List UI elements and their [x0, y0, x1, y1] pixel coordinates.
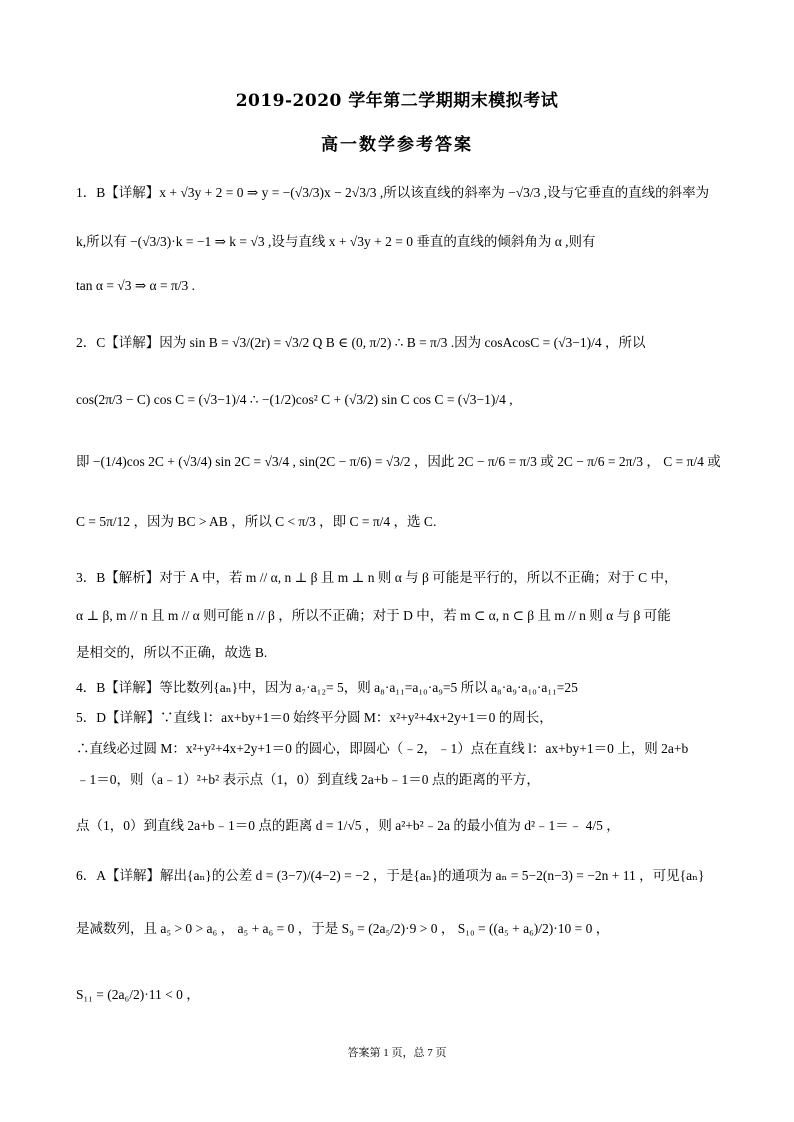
answer-line: tan α = √3 ⇒ α = π/3 .	[76, 278, 196, 293]
answer-line: ﹣1＝0，则（a﹣1）²+b² 表示点（1，0）到直线 2a+b﹣1＝0 点的距离的平方，	[76, 772, 540, 787]
answer-line: 5．D【详解】∵直线 l：ax+by+1＝0 始终平分圆 M：x²+y²+4x+2y+1＝0 的周长，	[76, 710, 553, 725]
page-footer: 答案第 1 页，总 7 页	[347, 1047, 447, 1059]
answer-line: 3．B【解析】对于 A 中，若 m // α, n ⊥ β 且 m ⊥ n 则 α 与 β 可能是平行的，所以不正确；对于 C 中，	[76, 570, 678, 585]
answer-line: 6．A【详解】解出{aₙ}的公差 d = (3−7)/(4−2) = −2 ，于是{aₙ}的通项为 aₙ = 5−2(n−3) = −2n + 11 ，可见{aₙ}	[76, 868, 705, 883]
answer-line: C = 5π/12 ，因为 BC > AB ，所以 C < π/3 ，即 C = π/4 ，选 C.	[76, 514, 437, 529]
exam-title: 2019-2020 学年第二学期期末模拟考试	[235, 91, 559, 111]
answer-line: k,所以有 −(√3/3)·k = −1 ⇒ k = √3 ,设与直线 x + √3y + 2 = 0 垂直的直线的倾斜角为 α ,则有	[76, 234, 596, 249]
answer-line: 1．B【详解】x + √3y + 2 = 0 ⇒ y = −(√3/3)x − 2√3/3 ,所以该直线的斜率为 −√3/3 ,设与它垂直的直线的斜率为	[76, 185, 710, 200]
answer-line: 4．B【详解】等比数列{aₙ}中，因为 a₇·a₁₂= 5，则 a₈·a₁₁=a₁₀·a₉=5 所以 a₈·a₉·a₁₀·a₁₁=25	[76, 680, 578, 695]
answer-line: α ⊥ β, m // n 且 m // α 则可能 n // β ，所以不正确；对于 D 中，若 m ⊂ α, n ⊂ β 且 m // n 则 α 与 β 可能	[76, 608, 671, 623]
answer-line: 即 −(1/4)cos 2C + (√3/4) sin 2C = √3/4 , sin(2C − π/6) = √3/2 ，因此 2C − π/6 = π/3 或 2C − π/6 = 2π/3 ， C = π/4 或	[76, 454, 721, 469]
answer-line: S₁₁ = (2a₆/2)·11 < 0 ，	[76, 987, 200, 1002]
answer-line: 2．C【详解】因为 sin B = √3/(2r) = √3/2 Q B ∈ (0, π/2) ∴ B = π/3 .因为 cosAcosC = (√3−1)/4 ，所以	[76, 335, 646, 350]
answer-line: 点（1，0）到直线 2a+b﹣1＝0 点的距离 d = 1/√5 ，则 a²+b²﹣2a 的最小值为 d²﹣1＝﹣ 4/5 ，	[76, 818, 620, 833]
exam-subtitle: 高一数学参考答案	[321, 135, 473, 155]
answer-line: cos(2π/3 − C) cos C = (√3−1)/4 ∴ −(1/2)cos² C + (√3/2) sin C cos C = (√3−1)/4 ,	[76, 392, 513, 407]
answer-line: 是相交的，所以不正确，故选 B.	[76, 645, 268, 660]
answer-line: ∴直线必过圆 M：x²+y²+4x+2y+1＝0 的圆心，即圆心（﹣2，﹣1）点在直线 l：ax+by+1＝0 上，则 2a+b	[76, 741, 689, 756]
answer-line: 是减数列，且 a₅ > 0 > a₆ ， a₅ + a₆ = 0 ，于是 S₉ = (2a₅/2)·9 > 0 ， S₁₀ = ((a₅ + a₆)/2)·10 = 0 ，	[76, 921, 610, 936]
